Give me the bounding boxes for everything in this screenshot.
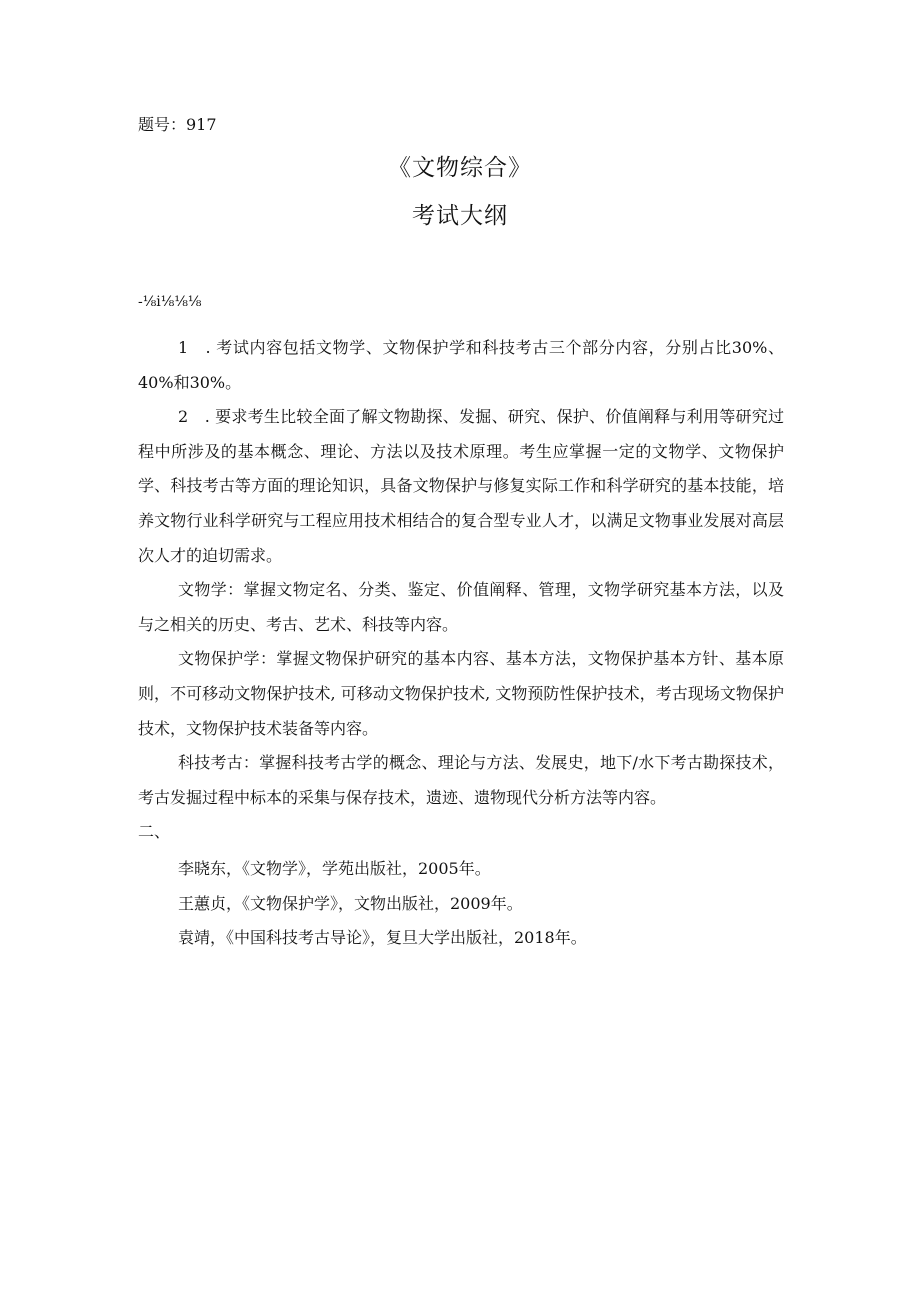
exam-subtitle: 考试大纲 (412, 203, 508, 229)
question-number: 题号：917 (138, 115, 217, 134)
reference-item: 袁靖，《中国科技考古导论》，复旦大学出版社，2018年。 (178, 928, 587, 948)
reference-item: 李晓东，《文物学》，学苑出版社，2005年。 (178, 858, 491, 878)
paragraph-wenwuxue: 文物学：掌握文物定名、分类、鉴定、价值阐释、管理，文物学研究基本方法，以及与之相关的历史、考古、艺术、科技等内容。 (138, 580, 784, 634)
exam-title: 《文物综合》 (388, 155, 532, 181)
document-body (138, 331, 784, 956)
paragraph-wenwu-baohuxue: 文物保护学：掌握文物保护研究的基本内容、基本方法，文物保护基本方针、基本原则，不可移动文物保护技术, 可移动文物保护技术, 文物预防性保护技术，考古现场文物保护技术，文物保护技术装备等内容。 (138, 649, 784, 738)
paragraph-requirements: 2 . 要求考生比较全面了解文物勘探、发掘、研究、保护、价值阐释与利用等研究过程中所涉及的基本概念、理论、方法以及技术原理。考生应掌握一定的文物学、文物保护学、科技考古等方面的理论知识，具备文物保护与修复实际工作和科学研究的基本技能，培养文物行业科学研究与工程应用技术相结合的复合型专业人才，以满足文物事业发展对高层次人才的迫切需求。 (138, 407, 784, 565)
reference-item: 王蕙贞，《文物保护学》，文物出版社，2009年。 (178, 893, 523, 913)
paragraph-keji-kaogu: 科技考古：掌握科技考古学的概念、理论与方法、发展史，地下/水下考古勘探技术，考古发掘过程中标本的采集与保存技术，遗迹、遗物现代分析方法等内容。 (138, 753, 784, 807)
section-one-heading: -⅛i⅛⅛⅛ (138, 294, 202, 310)
paragraph-exam-content: 1 . 考试内容包括文物学、文物保护学和科技考古三个部分内容，分别占比30%、40%和30%。 (138, 338, 784, 392)
section-two-heading: 二、 (138, 822, 171, 842)
